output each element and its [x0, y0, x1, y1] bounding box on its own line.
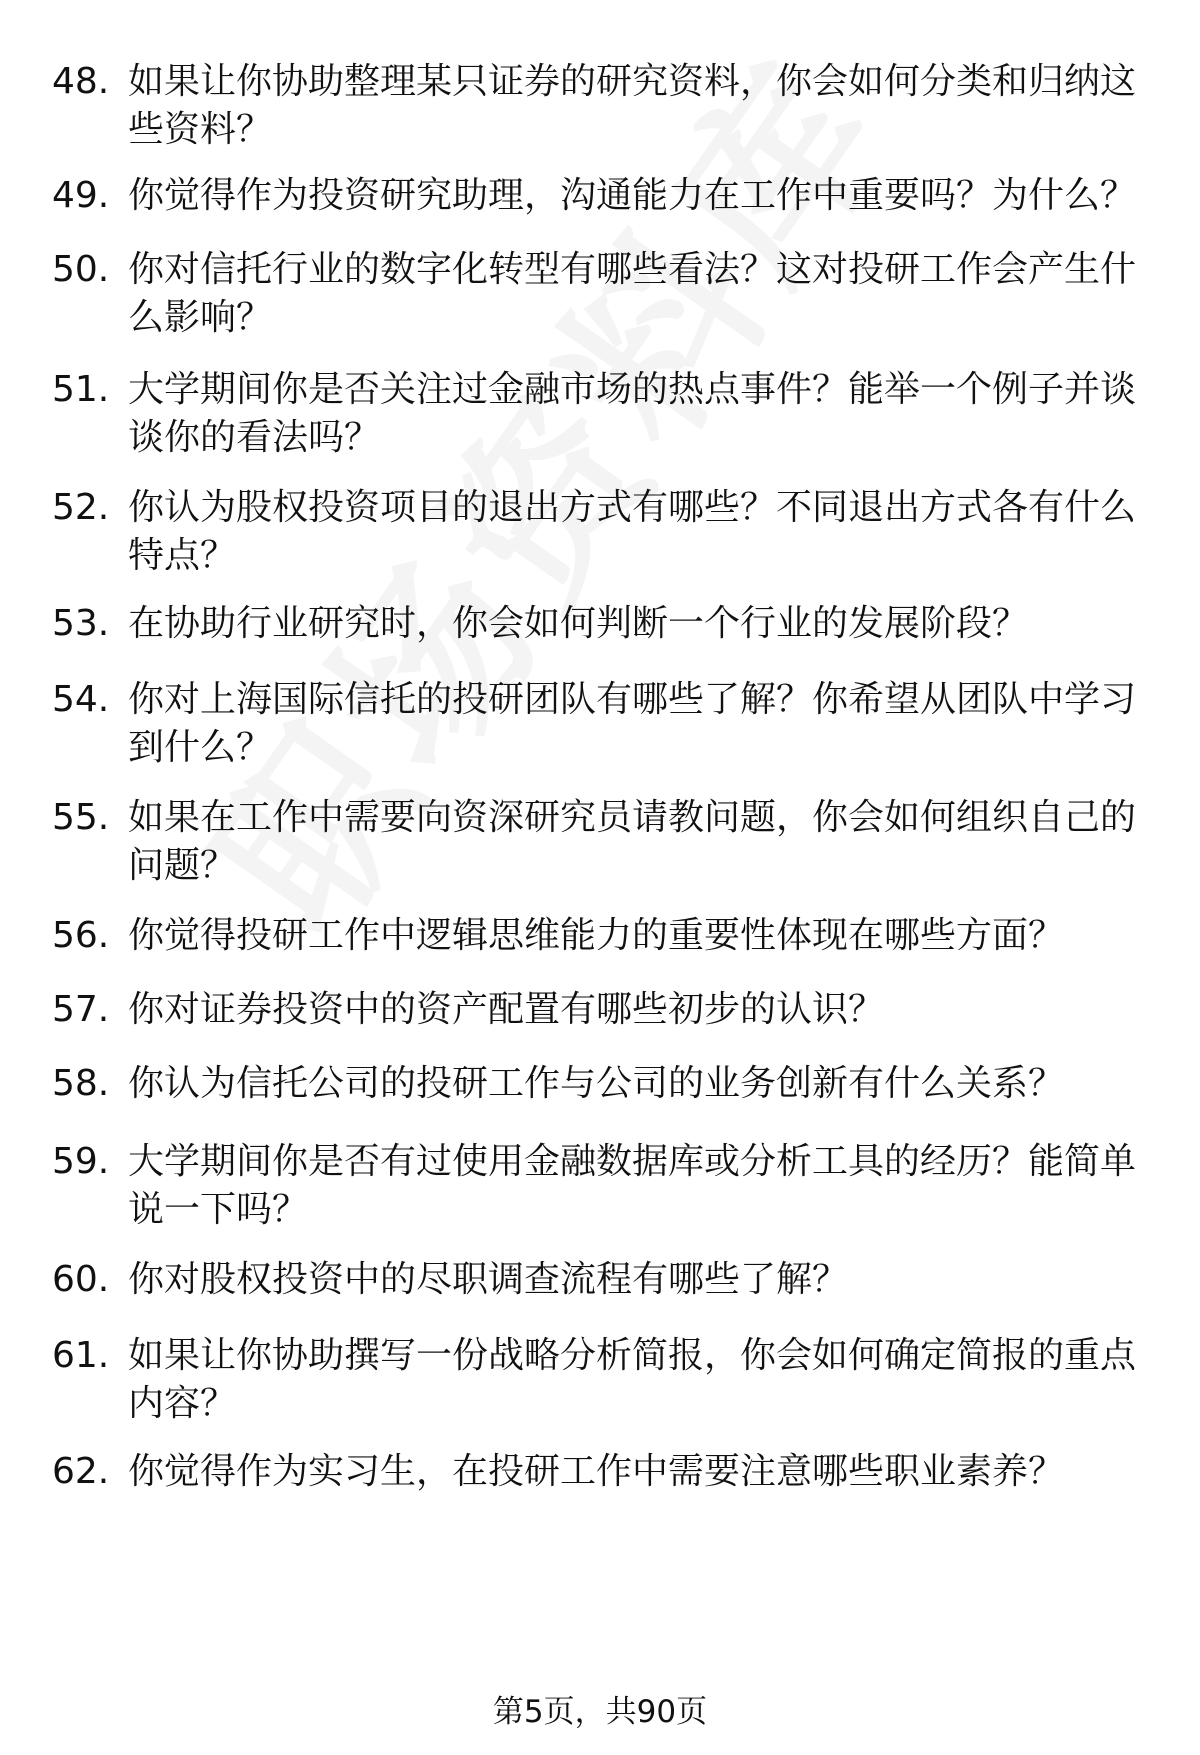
question-number: 59. [52, 1141, 110, 1182]
question-number: 61. [52, 1335, 110, 1376]
question-number: 50. [52, 249, 110, 290]
question-item [52, 1332, 1152, 1428]
question-number: 53. [52, 603, 110, 644]
question-text: 在协助行业研究时，你会如何判断一个行业的发展阶段？ [128, 603, 1029, 644]
question-text: 你对信托行业的数字化转型有哪些看法？这对投研工作会产生什么影响？ [128, 249, 1137, 338]
question-number: 52. [52, 487, 110, 528]
question-text: 你觉得作为投资研究助理，沟通能力在工作中重要吗？为什么？ [128, 175, 1137, 216]
question-item [52, 484, 1152, 580]
question-text: 如果在工作中需要向资深研究员请教问题，你会如何组织自己的问题？ [128, 797, 1137, 886]
question-item [52, 366, 1152, 462]
question-item [52, 794, 1152, 890]
question-number: 60. [52, 1259, 110, 1300]
question-item [52, 912, 1152, 960]
question-item [52, 676, 1152, 772]
question-item [52, 1138, 1152, 1234]
question-item [52, 1448, 1152, 1496]
question-text: 如果让你协助撰写一份战略分析简报，你会如何确定简报的重点内容？ [128, 1335, 1137, 1424]
question-item [52, 1256, 1152, 1304]
question-item [52, 246, 1152, 342]
question-number: 55. [52, 797, 110, 838]
question-text: 你对股权投资中的尽职调查流程有哪些了解？ [128, 1259, 849, 1300]
question-number: 54. [52, 679, 110, 720]
question-number: 57. [52, 989, 110, 1030]
question-text: 你对上海国际信托的投研团队有哪些了解？你希望从团队中学习到什么？ [128, 679, 1137, 768]
question-number: 49. [52, 175, 110, 216]
page-footer: 第5页，共90页 [492, 1694, 708, 1730]
question-text: 如果让你协助整理某只证券的研究资料，你会如何分类和归纳这些资料？ [128, 61, 1137, 150]
question-number: 48. [52, 61, 110, 102]
question-number: 58. [52, 1063, 110, 1104]
question-text: 你觉得投研工作中逻辑思维能力的重要性体现在哪些方面？ [128, 915, 1065, 956]
question-item [52, 600, 1152, 648]
question-item [52, 58, 1152, 154]
question-text: 大学期间你是否关注过金融市场的热点事件？能举一个例子并谈谈你的看法吗？ [128, 369, 1137, 458]
question-item [52, 172, 1152, 220]
question-text: 你觉得作为实习生，在投研工作中需要注意哪些职业素养？ [128, 1451, 1065, 1492]
question-text: 你对证券投资中的资产配置有哪些初步的认识？ [128, 989, 885, 1030]
question-number: 51. [52, 369, 110, 410]
question-number: 62. [52, 1451, 110, 1492]
question-text: 大学期间你是否有过使用金融数据库或分析工具的经历？能简单说一下吗？ [128, 1141, 1137, 1230]
question-item [52, 1060, 1152, 1108]
question-text: 你认为信托公司的投研工作与公司的业务创新有什么关系？ [128, 1063, 1065, 1104]
question-item [52, 986, 1152, 1034]
question-number: 56. [52, 915, 110, 956]
question-text: 你认为股权投资项目的退出方式有哪些？不同退出方式各有什么特点？ [128, 487, 1137, 576]
